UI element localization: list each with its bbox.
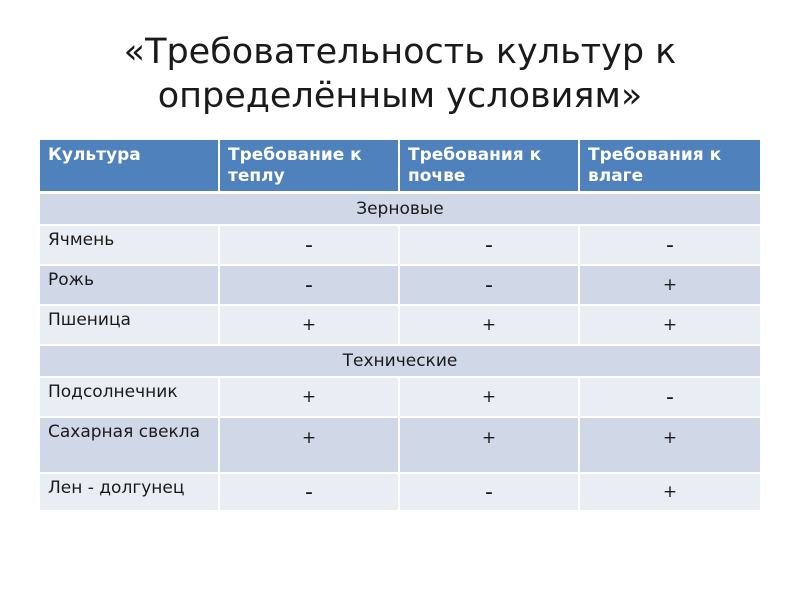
- moisture-value: -: [580, 226, 760, 266]
- heat-value: +: [220, 378, 400, 418]
- moisture-value: -: [580, 378, 760, 418]
- heat-value: -: [220, 474, 400, 512]
- soil-value: +: [400, 418, 580, 474]
- table-header-row: [40, 140, 760, 194]
- heat-value: +: [220, 306, 400, 346]
- heat-value: -: [220, 226, 400, 266]
- moisture-value: +: [580, 474, 760, 512]
- crop-name: Подсолнечник: [40, 378, 220, 418]
- slide-title: «Требовательность культур к определённым условиям»: [123, 32, 677, 116]
- group-label: Зерновые: [40, 194, 760, 226]
- crop-requirements-table: [40, 140, 760, 512]
- table-row: [40, 378, 760, 418]
- crop-name: Пшеница: [40, 306, 220, 346]
- crop-name: Сахарная свекла: [40, 418, 220, 474]
- header-crop: Культура: [40, 140, 220, 194]
- heat-value: +: [220, 418, 400, 474]
- moisture-value: +: [580, 306, 760, 346]
- crop-name: Рожь: [40, 266, 220, 306]
- soil-value: -: [400, 226, 580, 266]
- crop-name: Ячмень: [40, 226, 220, 266]
- group-label: Технические: [40, 346, 760, 378]
- moisture-value: +: [580, 418, 760, 474]
- table-row: [40, 266, 760, 306]
- table-row: [40, 418, 760, 474]
- table-row: [40, 474, 760, 512]
- crop-name: Лен - долгунец: [40, 474, 220, 512]
- soil-value: +: [400, 306, 580, 346]
- soil-value: -: [400, 474, 580, 512]
- header-moisture: Требования к влаге: [580, 140, 760, 194]
- moisture-value: +: [580, 266, 760, 306]
- heat-value: -: [220, 266, 400, 306]
- group-row-technical: [40, 346, 760, 378]
- header-soil: Требования к почве: [400, 140, 580, 194]
- table-row: [40, 306, 760, 346]
- group-row-grain: [40, 194, 760, 226]
- soil-value: +: [400, 378, 580, 418]
- soil-value: -: [400, 266, 580, 306]
- header-heat: Требование к теплу: [220, 140, 400, 194]
- table-row: [40, 226, 760, 266]
